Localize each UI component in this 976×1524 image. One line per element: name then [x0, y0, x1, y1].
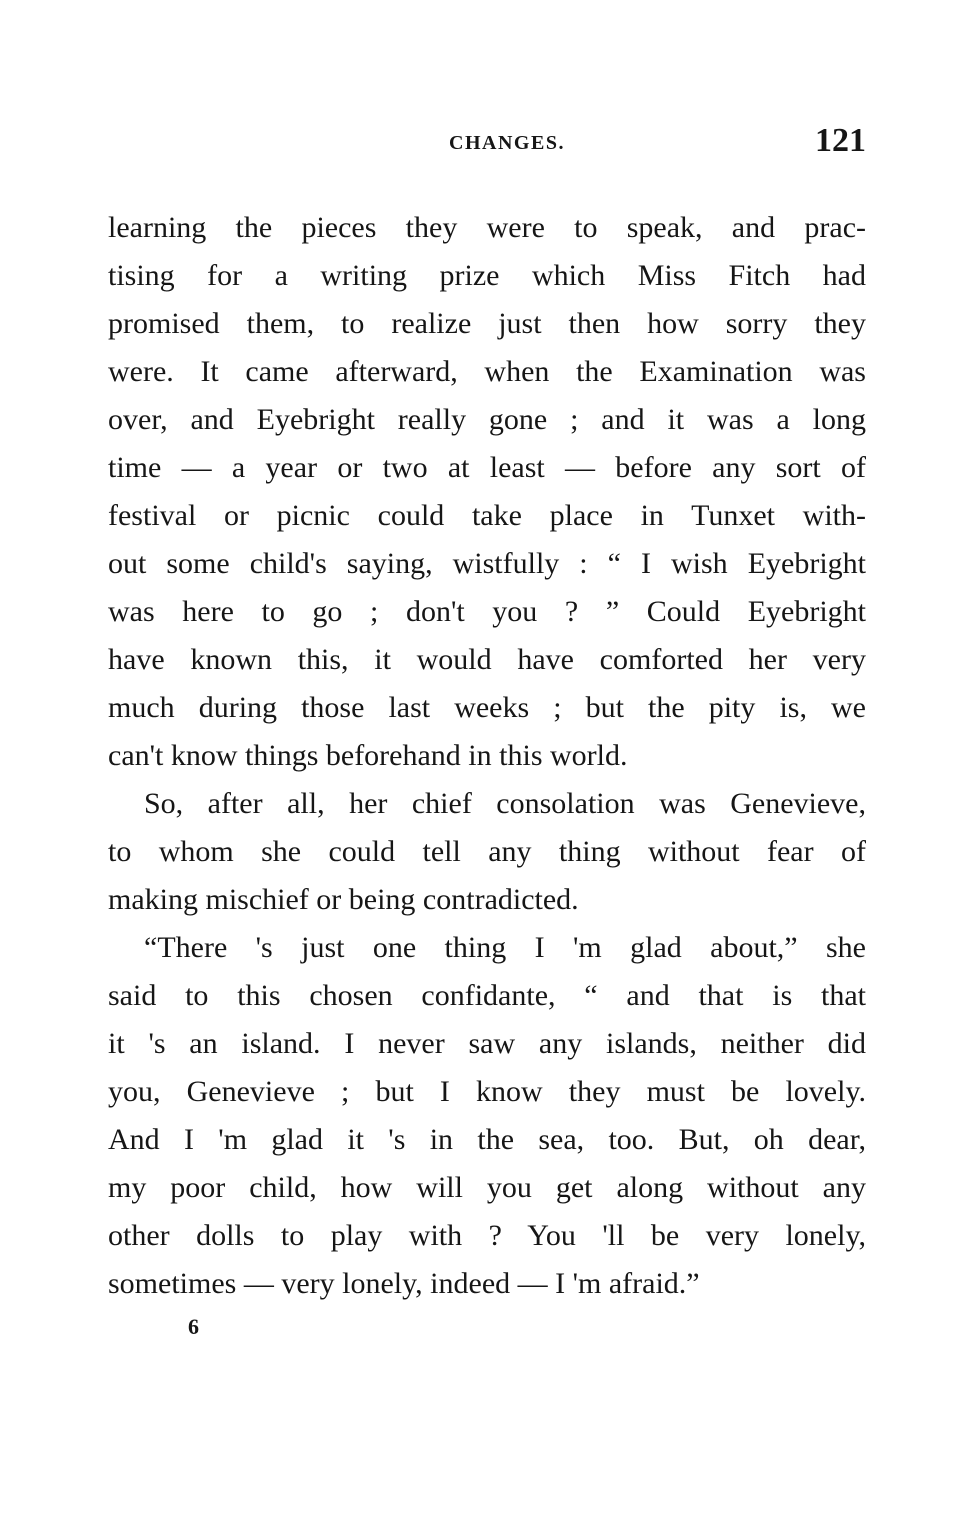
text-line: And I 'm glad it 's in the sea, too. But, oh dear, — [108, 1123, 866, 1156]
text-line: were. It came afterward, when the Examination was — [108, 355, 866, 388]
text-line: much during those last weeks ; but the pity is, we — [108, 691, 866, 724]
text-line: my poor child, how will you get along without any — [108, 1171, 866, 1204]
text-line: to whom she could tell any thing without fear of — [108, 835, 866, 868]
text-line: tising for a writing prize which Miss Fitch had — [108, 259, 866, 292]
text-line: promised them, to realize just then how sorry they — [108, 307, 866, 340]
running-head: CHANGES. — [449, 132, 565, 154]
body-text — [108, 204, 866, 1308]
page-number: 121 — [815, 122, 866, 159]
text-line: So, after all, her chief consolation was Genevieve, — [144, 787, 866, 820]
page-header — [108, 122, 866, 166]
text-line: said to this chosen confidante, “ and that is that — [108, 979, 866, 1012]
text-line: have known this, it would have comforted her very — [108, 643, 866, 676]
text-line: making mischief or being contradicted. — [108, 883, 579, 916]
text-line: can't know things beforehand in this world. — [108, 739, 628, 772]
text-line: was here to go ; don't you ? ” Could Eyebright — [108, 595, 866, 628]
text-line: time — a year or two at least — before any sort of — [108, 451, 866, 484]
text-line: “There 's just one thing I 'm glad about,” she — [144, 931, 866, 964]
signature-mark: 6 — [188, 1314, 199, 1339]
text-line: you, Genevieve ; but I know they must be lovely. — [108, 1075, 866, 1108]
text-line: sometimes — very lonely, indeed — I 'm afraid.” — [108, 1267, 700, 1300]
text-line: learning the pieces they were to speak, and prac- — [108, 211, 866, 244]
text-line: over, and Eyebright really gone ; and it was a long — [108, 403, 866, 436]
text-line: other dolls to play with ? You 'll be very lonely, — [108, 1219, 866, 1252]
text-line: it 's an island. I never saw any islands, neither did — [108, 1027, 866, 1060]
text-line: out some child's saying, wistfully : “ I wish Eyebright — [108, 547, 866, 580]
text-line: festival or picnic could take place in Tunxet with- — [108, 499, 866, 532]
